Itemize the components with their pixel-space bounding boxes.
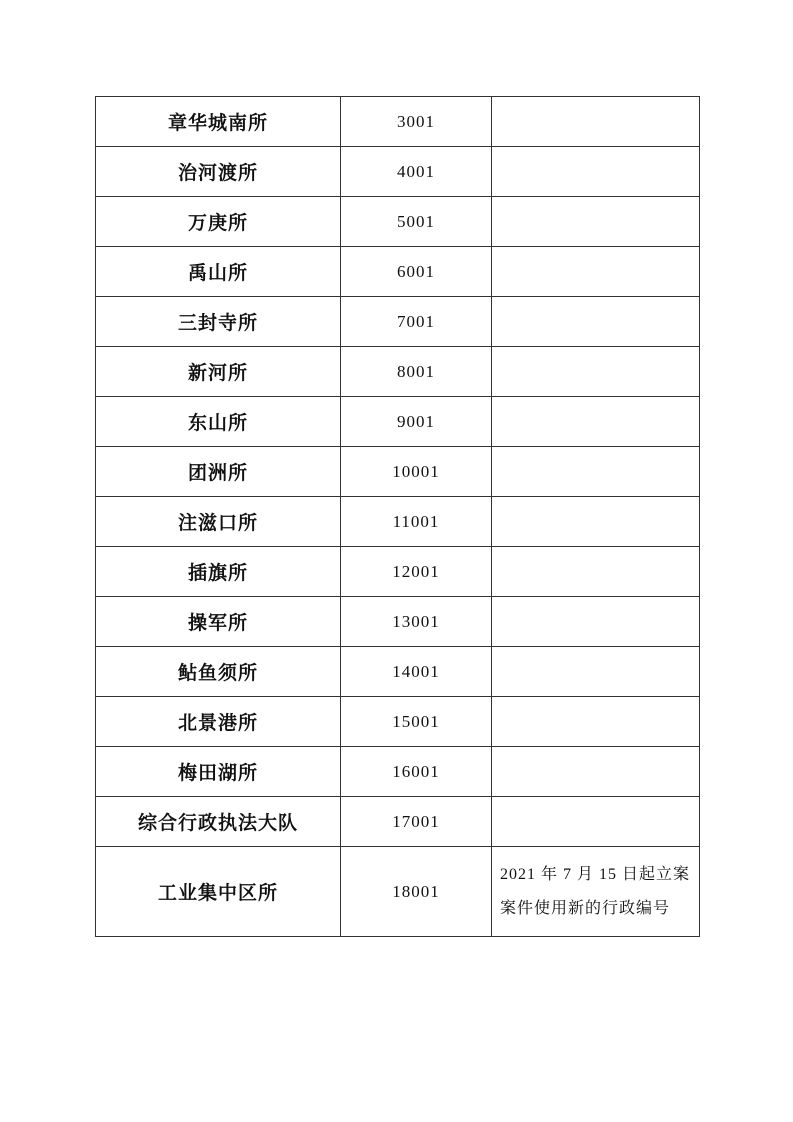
table-row — [96, 797, 700, 847]
code-cell: 18001 — [341, 847, 492, 937]
code-cell: 7001 — [341, 297, 492, 347]
note-cell — [492, 797, 700, 847]
note-cell — [492, 197, 700, 247]
unit-name-cell: 章华城南所 — [96, 97, 341, 147]
table-row — [96, 547, 700, 597]
note-cell — [492, 597, 700, 647]
note-cell — [492, 647, 700, 697]
note-cell — [492, 747, 700, 797]
note-cell — [492, 447, 700, 497]
code-cell: 15001 — [341, 697, 492, 747]
code-cell: 10001 — [341, 447, 492, 497]
unit-name-cell: 操军所 — [96, 597, 341, 647]
table-row — [96, 697, 700, 747]
unit-name-cell: 梅田湖所 — [96, 747, 341, 797]
code-cell: 17001 — [341, 797, 492, 847]
table-row — [96, 447, 700, 497]
table-row — [96, 147, 700, 197]
code-cell: 3001 — [341, 97, 492, 147]
note-cell — [492, 847, 700, 937]
table-row — [96, 247, 700, 297]
code-cell: 5001 — [341, 197, 492, 247]
table-row — [96, 97, 700, 147]
unit-name-cell: 注滋口所 — [96, 497, 341, 547]
note-cell — [492, 247, 700, 297]
table-row — [96, 747, 700, 797]
unit-name-cell: 工业集中区所 — [96, 847, 341, 937]
table-row — [96, 297, 700, 347]
table-row — [96, 397, 700, 447]
table-body — [96, 97, 700, 937]
code-cell: 13001 — [341, 597, 492, 647]
note-line: 案件使用新的行政编号 — [500, 899, 671, 917]
code-cell: 9001 — [341, 397, 492, 447]
note-cell — [492, 547, 700, 597]
table-row — [96, 497, 700, 547]
note-cell — [492, 347, 700, 397]
table-row — [96, 347, 700, 397]
table-row — [96, 597, 700, 647]
unit-name-cell: 综合行政执法大队 — [96, 797, 341, 847]
unit-name-cell: 禹山所 — [96, 247, 341, 297]
code-table — [95, 96, 700, 937]
unit-name-cell: 新河所 — [96, 347, 341, 397]
unit-name-cell: 三封寺所 — [96, 297, 341, 347]
code-cell: 8001 — [341, 347, 492, 397]
code-cell: 16001 — [341, 747, 492, 797]
unit-name-cell: 治河渡所 — [96, 147, 341, 197]
code-cell: 12001 — [341, 547, 492, 597]
code-cell: 11001 — [341, 497, 492, 547]
unit-name-cell: 东山所 — [96, 397, 341, 447]
note-line: 2021 年 7 月 15 日起立案 — [500, 865, 691, 883]
note-cell — [492, 497, 700, 547]
table-row — [96, 847, 700, 937]
note-cell — [492, 397, 700, 447]
table-row — [96, 197, 700, 247]
note-cell — [492, 697, 700, 747]
unit-name-cell: 插旗所 — [96, 547, 341, 597]
unit-name-cell: 北景港所 — [96, 697, 341, 747]
table-row — [96, 647, 700, 697]
note-cell — [492, 297, 700, 347]
code-cell: 14001 — [341, 647, 492, 697]
unit-name-cell: 万庚所 — [96, 197, 341, 247]
unit-name-cell: 鲇鱼须所 — [96, 647, 341, 697]
unit-name-cell: 团洲所 — [96, 447, 341, 497]
note-cell — [492, 97, 700, 147]
code-cell: 6001 — [341, 247, 492, 297]
note-cell — [492, 147, 700, 197]
code-cell: 4001 — [341, 147, 492, 197]
